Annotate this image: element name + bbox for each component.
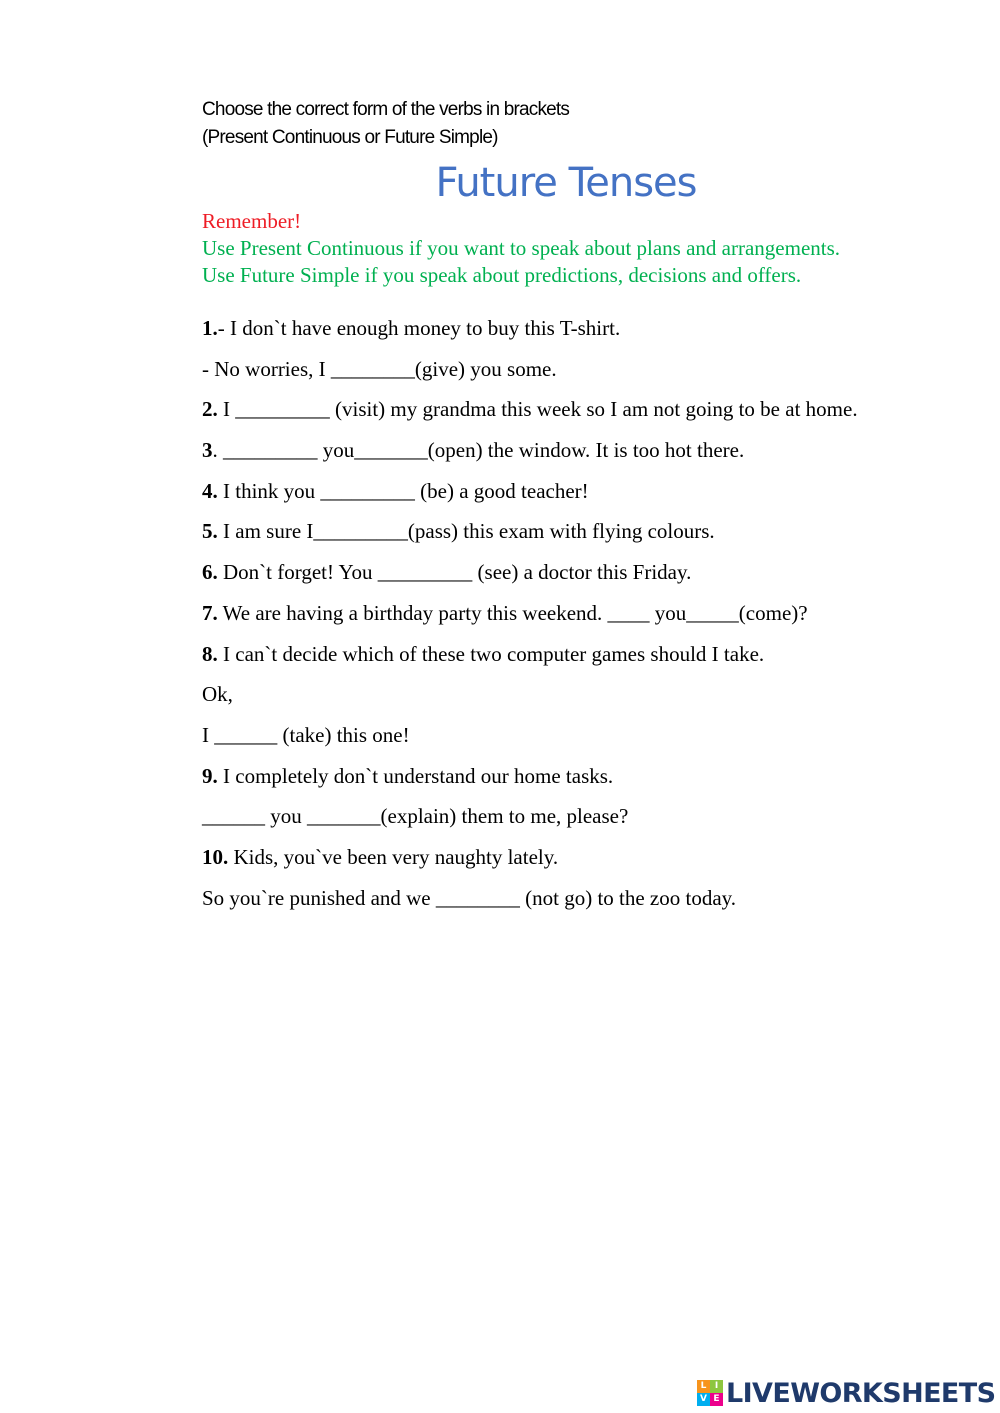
exercise-number: 4. [202, 478, 218, 503]
exercise-line [202, 760, 858, 801]
exercise-line [202, 638, 858, 679]
exercise-number: 2. [202, 397, 218, 422]
exercise-number: 10. [202, 844, 229, 869]
exercise-text: I _________ (visit) my grandma this week so I am not going to be at home. [217, 397, 858, 422]
exercise-text: I can`t decide which of these two computer games should I take. [217, 641, 765, 666]
remember-heading: Remember! [202, 209, 302, 233]
exercise-line [202, 719, 858, 760]
exercise-text: I completely don`t understand our home tasks. [217, 763, 614, 788]
exercise-text: I ______ (take) this one! [202, 722, 410, 747]
exercise-text: I am sure I_________(pass) this exam with flying colours. [217, 519, 715, 544]
exercise-text: . _________ you_______(open) the window. It is too hot there. [212, 438, 745, 463]
rule-present-continuous: Use Present Continuous if you want to speak about plans and arrangements. [202, 236, 841, 260]
exercise-line [202, 434, 858, 475]
exercise-list [202, 312, 858, 922]
exercise-line [202, 475, 858, 516]
exercise-line [202, 393, 858, 434]
exercise-line [202, 841, 858, 882]
exercise-line [202, 353, 858, 394]
page-title: Future Tenses [435, 160, 697, 206]
instructions-line-2: (Present Continuous or Future Simple) [202, 127, 498, 148]
exercise-line [202, 597, 858, 638]
exercise-text: Ok, [202, 682, 233, 707]
exercise-text: I think you _________ (be) a good teacher! [217, 478, 589, 503]
exercise-number: 5. [202, 519, 218, 544]
exercise-line [202, 882, 858, 923]
logo-icon-tile: E [710, 1393, 723, 1406]
exercise-text: - I don`t have enough money to buy this T-shirt. [217, 316, 621, 340]
exercise-text: Kids, you`ve been very naughty lately. [228, 844, 559, 869]
liveworksheets-logo[interactable] [697, 1376, 995, 1410]
logo-icon-tile: V [697, 1393, 710, 1406]
exercise-line [202, 678, 858, 719]
exercise-number: 1. [202, 316, 218, 340]
exercise-text: We are having a birthday party this weekend. ____ you_____(come)? [217, 600, 808, 625]
rule-future-simple: Use Future Simple if you speak about predictions, decisions and offers. [202, 263, 802, 287]
exercise-line [202, 515, 858, 556]
exercise-text: ______ you _______(explain) them to me, please? [202, 804, 629, 829]
instructions [202, 96, 569, 152]
exercise-text: So you`re punished and we ________ (not go) to the zoo today. [202, 885, 737, 910]
exercise-number: 8. [202, 641, 218, 666]
exercise-line [202, 312, 858, 353]
exercise-line [202, 556, 858, 597]
exercise-line [202, 800, 858, 841]
liveworksheets-logo-icon [697, 1380, 723, 1406]
exercise-text: - No worries, I ________(give) you some. [202, 356, 557, 381]
exercise-number: 9. [202, 763, 218, 788]
exercise-number: 6. [202, 560, 218, 585]
liveworksheets-logo-text: LIVEWORKSHEETS [726, 1377, 996, 1409]
exercise-number: 7. [202, 600, 218, 625]
logo-icon-tile: L [697, 1380, 710, 1393]
remember-box [202, 208, 840, 289]
exercise-number: 3 [202, 438, 213, 463]
exercise-text: Don`t forget! You _________ (see) a doctor this Friday. [217, 560, 692, 585]
instructions-line-1: Choose the correct form of the verbs in brackets [202, 99, 570, 120]
logo-icon-tile: I [710, 1380, 723, 1393]
